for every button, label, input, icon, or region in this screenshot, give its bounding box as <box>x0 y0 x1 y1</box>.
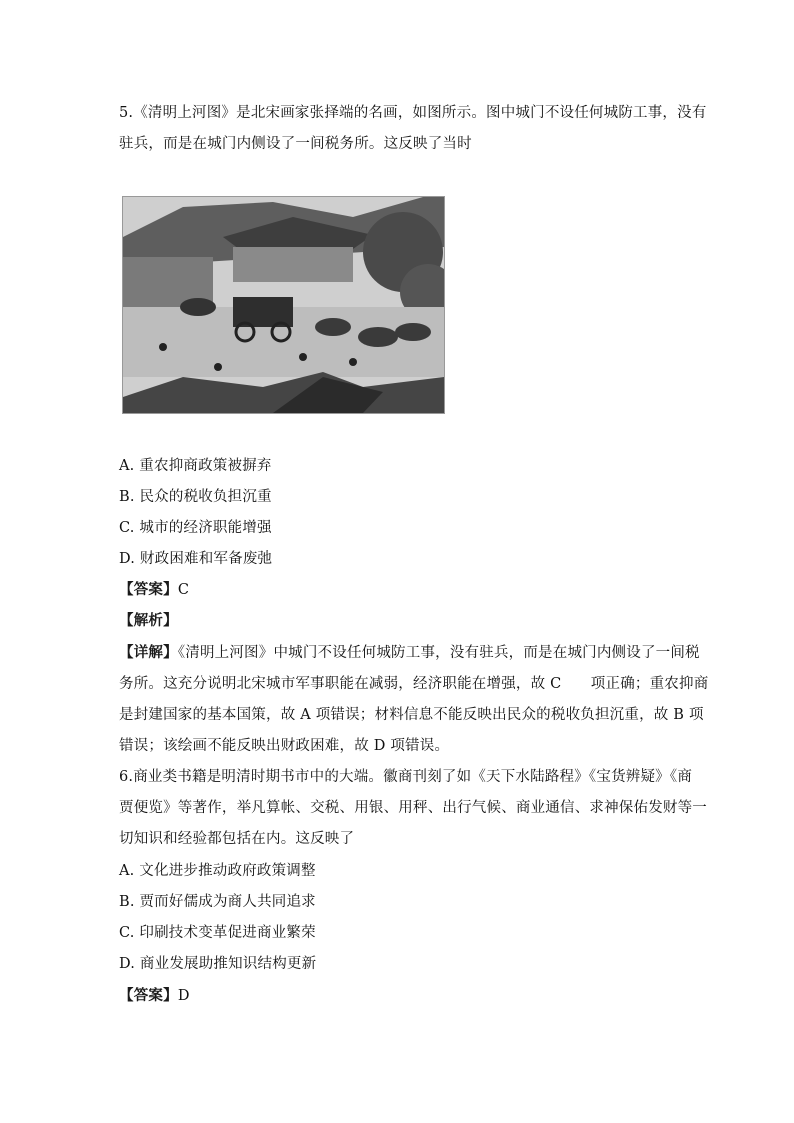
q5-option-a: A. 重农抑商政策被摒弃 <box>119 458 272 474</box>
q5-option-d: D. 财政困难和军备废弛 <box>119 551 273 567</box>
q6-option-a: A. 文化进步推动政府政策调整 <box>119 863 316 879</box>
q5-answer <box>119 580 189 600</box>
q5-answer-label: 【答案】 <box>119 582 178 598</box>
painting-illustration <box>123 197 444 413</box>
q6-stem-line-2: 贾便览》等著作，举凡算帐、交税、用银、用秤、出行气候、商业通信、求神保佑发财等一 <box>119 800 707 816</box>
q6-option-c: C. 印刷技术变革促进商业繁荣 <box>119 925 316 941</box>
q5-detail-line-2: 务所。这充分说明北宋城市军事职能在减弱，经济职能在增强，故 C 项正确；重农抑商 <box>119 676 709 692</box>
qingming-painting-figure <box>122 196 445 414</box>
q6-option-b: B. 贾而好儒成为商人共同追求 <box>119 894 316 910</box>
q5-stem-line-2: 驻兵，而是在城门内侧设了一间税务所。这反映了当时 <box>119 136 472 152</box>
q6-stem-line-3: 切知识和经验都包括在内。这反映了 <box>119 831 355 847</box>
q5-answer-value: C <box>177 582 190 598</box>
q6-answer-value: D <box>177 988 190 1004</box>
q6-answer <box>119 986 190 1006</box>
q6-stem-line-1: 6.商业类书籍是明清时期书市中的大端。徽商刊刻了如《天下水陆路程》《宝货辨疑》《商 <box>119 769 693 785</box>
q5-detail-label: 【详解】 <box>119 645 178 661</box>
q5-detail-text-1: 《清明上河图》中城门不设任何城防工事，没有驻兵，而是在城门内侧设了一间税 <box>177 645 700 661</box>
q6-answer-label: 【答案】 <box>119 988 178 1004</box>
q5-analysis-label <box>119 611 178 631</box>
q5-stem-line-1: 5.《清明上河图》是北宋画家张择端的名画，如图所示。图中城门不设任何城防工事，没有 <box>119 105 707 121</box>
q5-detail-line-1 <box>119 643 700 663</box>
q5-detail-line-4: 错误；该绘画不能反映出财政困难，故 D 项错误。 <box>119 738 450 754</box>
q6-option-d: D. 商业发展助推知识结构更新 <box>119 956 317 972</box>
q5-analysis-tag: 【解析】 <box>119 613 178 629</box>
q5-option-b: B. 民众的税收负担沉重 <box>119 489 272 505</box>
q5-detail-line-3: 是封建国家的基本国策，故 A 项错误；材料信息不能反映出民众的税收负担沉重，故 B 项 <box>119 707 704 723</box>
q5-option-c: C. 城市的经济职能增强 <box>119 520 272 536</box>
